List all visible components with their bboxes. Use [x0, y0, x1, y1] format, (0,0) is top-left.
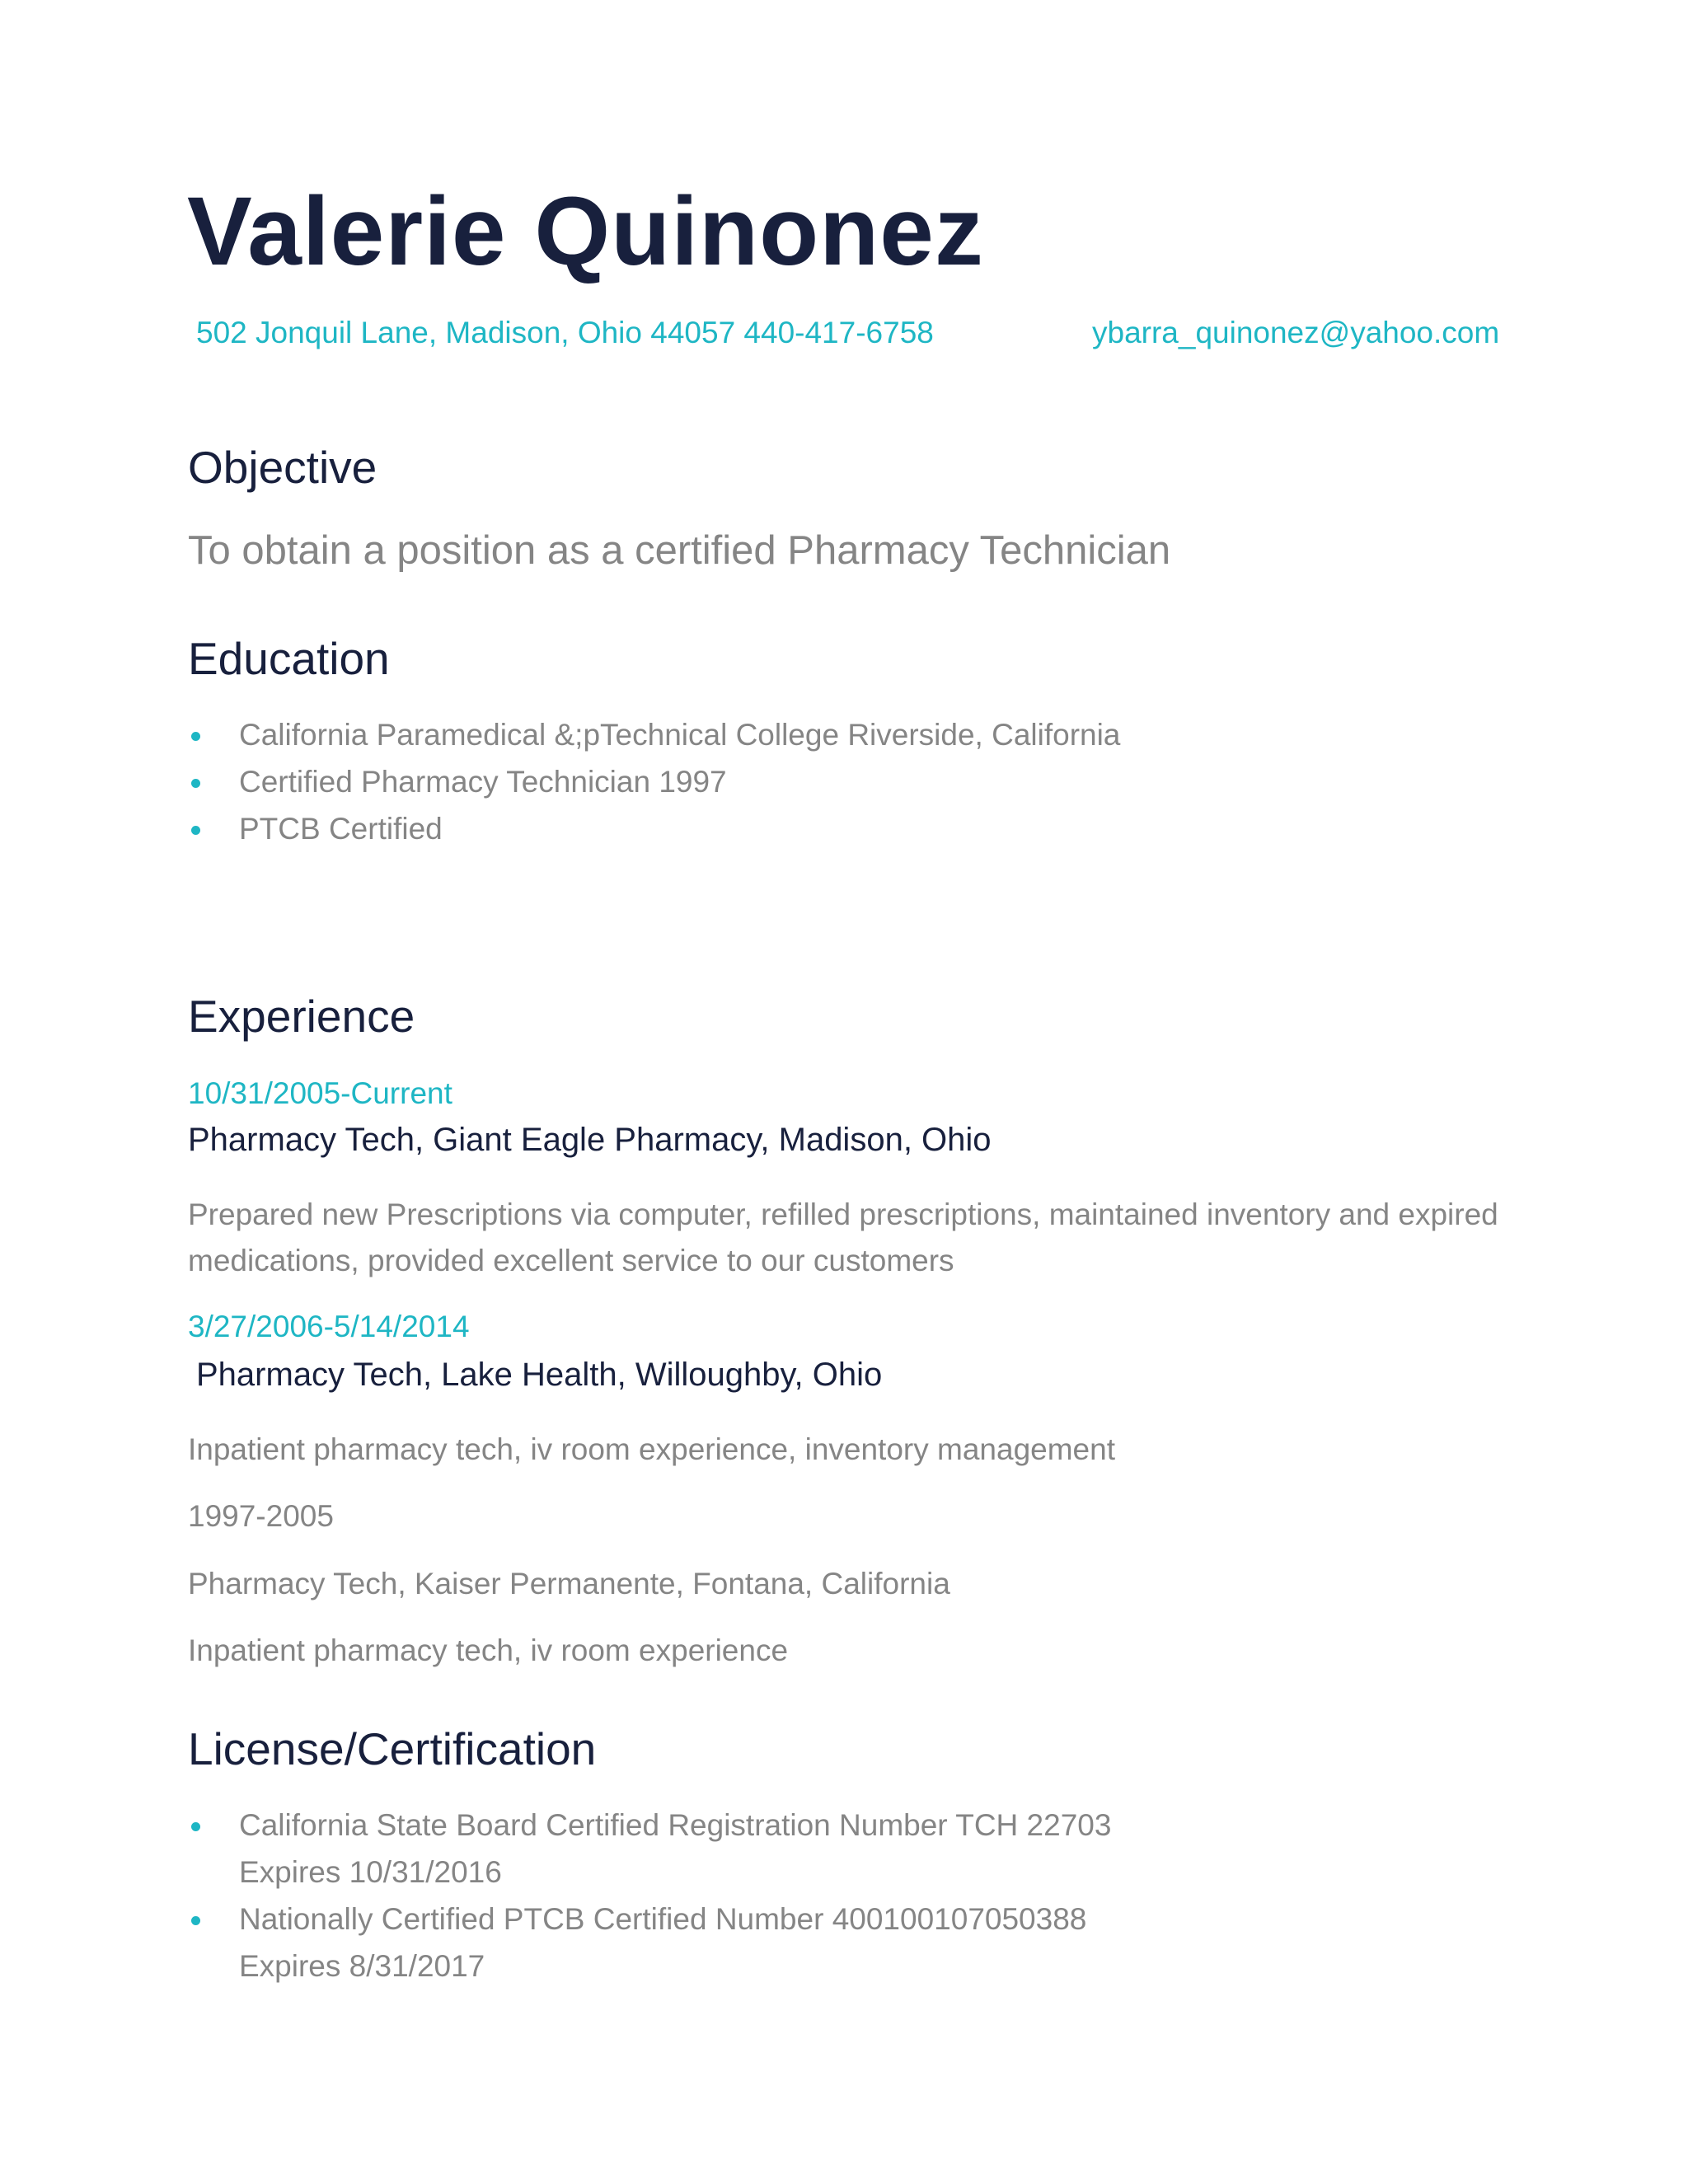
contact-email: ybarra_quinonez@yahoo.com: [1092, 316, 1500, 349]
bullet-dot-icon: [191, 826, 200, 835]
job-description: Inpatient pharmacy tech, iv room experience, inventory management: [188, 1432, 1115, 1466]
education-item: [188, 711, 1120, 758]
education-item-text: PTCB Certified: [239, 812, 443, 846]
education-item-text: Certified Pharmacy Technician 1997: [239, 765, 727, 799]
bullet-dot-icon: [191, 779, 200, 788]
license-item-expiry: Expires 8/31/2017: [239, 1949, 485, 1983]
job-description: [188, 1192, 1498, 1284]
education-list: [188, 711, 1120, 852]
license-item-expiry: Expires 10/31/2016: [239, 1855, 502, 1889]
license-item-line: California State Board Certified Registration Number TCH 22703: [239, 1808, 1112, 1842]
job-description-line: medications, provided excellent service to our customers: [188, 1244, 954, 1277]
license-item: [188, 1802, 1111, 1896]
job-description-line: Prepared new Prescriptions via computer, refilled prescriptions, maintained inventory and expired: [188, 1197, 1498, 1231]
job-dates: 3/27/2006-5/14/2014: [188, 1310, 470, 1343]
job-title: Pharmacy Tech, Lake Health, Willoughby, Ohio: [196, 1357, 883, 1393]
job-dates: 1997-2005: [188, 1499, 334, 1533]
education-heading: Education: [188, 633, 390, 684]
bullet-dot-icon: [191, 1822, 200, 1831]
bullet-dot-icon: [191, 732, 200, 741]
experience-heading: Experience: [188, 991, 415, 1042]
education-item: [188, 758, 1120, 805]
license-item: [188, 1896, 1111, 1990]
objective-text: To obtain a position as a certified Pharmacy Technician: [188, 528, 1171, 573]
education-item: [188, 805, 1120, 852]
education-item-text: California Paramedical &;pTechnical College Riverside, California: [239, 718, 1121, 752]
license-item-line: Nationally Certified PTCB Certified Number 400100107050388: [239, 1902, 1087, 1936]
license-list: [188, 1802, 1111, 1990]
objective-heading: Objective: [188, 442, 377, 493]
resume-name: Valerie Quinonez: [187, 177, 984, 286]
job-description: Inpatient pharmacy tech, iv room experience: [188, 1633, 789, 1667]
job-title: Pharmacy Tech, Giant Eagle Pharmacy, Madison, Ohio: [188, 1122, 992, 1158]
license-heading: License/Certification: [188, 1723, 597, 1774]
job-title: Pharmacy Tech, Kaiser Permanente, Fontana, California: [188, 1567, 950, 1601]
contact-address-phone: 502 Jonquil Lane, Madison, Ohio 44057 440-417-6758: [196, 316, 934, 349]
job-dates: 10/31/2005-Current: [188, 1076, 452, 1110]
bullet-dot-icon: [191, 1916, 200, 1925]
